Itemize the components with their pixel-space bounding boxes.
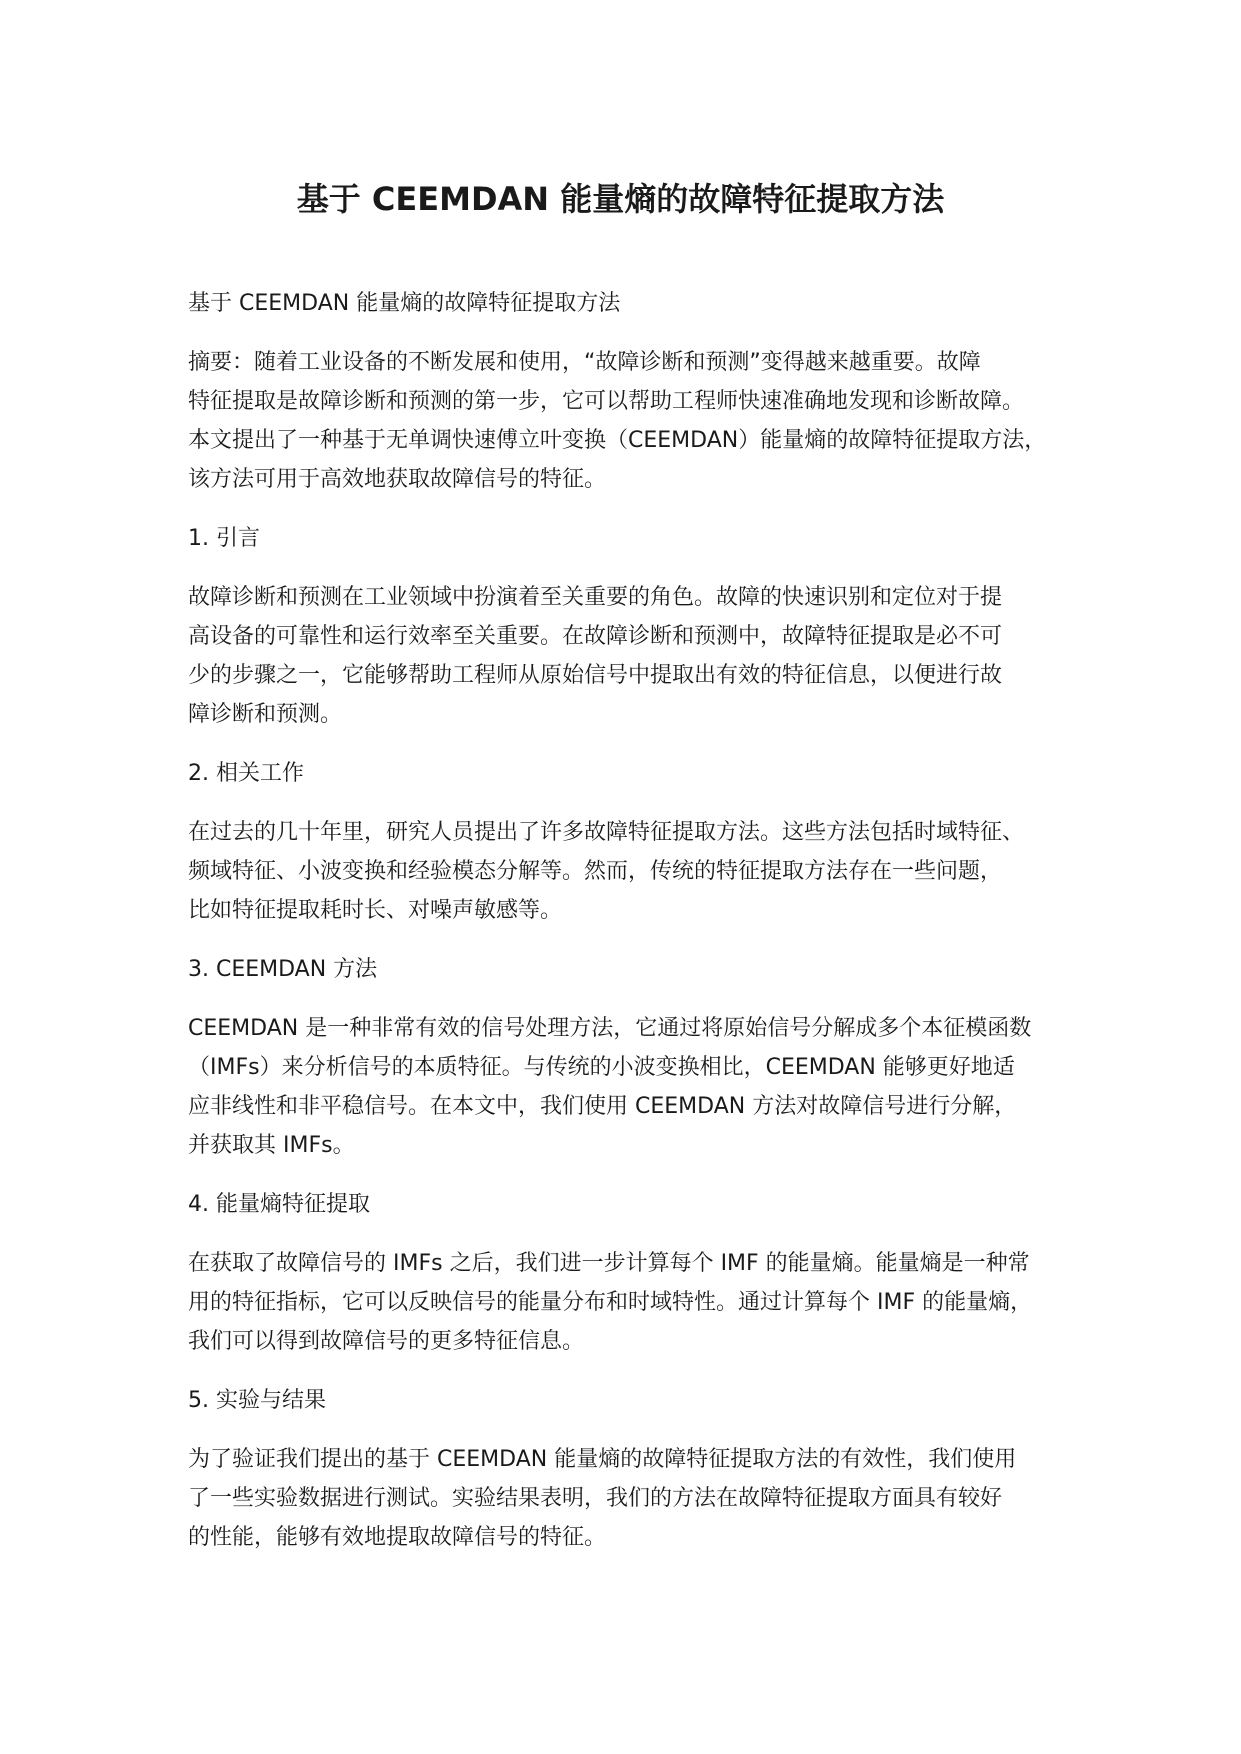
section-heading-ceemdan-method: 3. CEEMDAN 方法 [188, 957, 378, 982]
abstract-line: 该方法可用于高效地获取故障信号的特征。 [188, 467, 607, 492]
paragraph-line: 为了验证我们提出的基于 CEEMDAN 能量熵的故障特征提取方法的有效性，我们使用 [188, 1447, 1017, 1472]
paragraph-line: 频域特征、小波变换和经验模态分解等。然而，传统的特征提取方法存在一些问题， [188, 859, 1003, 884]
paragraph-line: 了一些实验数据进行测试。实验结果表明，我们的方法在故障特征提取方面具有较好 [188, 1486, 1003, 1511]
paragraph-line: 应非线性和非平稳信号。在本文中，我们使用 CEEMDAN 方法对故障信号进行分解， [188, 1094, 1017, 1119]
section-heading-experiments: 5. 实验与结果 [188, 1388, 326, 1413]
paragraph-line: 的性能，能够有效地提取故障信号的特征。 [188, 1525, 607, 1550]
section-paragraph-experiments [188, 1440, 1068, 1557]
paragraph-line: 比如特征提取耗时长、对噪声敏感等。 [188, 898, 563, 923]
abstract-line: 摘要：随着工业设备的不断发展和使用，“故障诊断和预测”变得越来越重要。故障 [188, 350, 981, 375]
section-paragraph-ceemdan-method [188, 1009, 1068, 1165]
abstract-paragraph [188, 343, 1068, 499]
paragraph-line: 我们可以得到故障信号的更多特征信息。 [188, 1329, 585, 1354]
subtitle-line: 基于 CEEMDAN 能量熵的故障特征提取方法 [188, 291, 621, 316]
paragraph-line: 并获取其 IMFs。 [188, 1133, 355, 1158]
section-heading-energy-entropy: 4. 能量熵特征提取 [188, 1192, 370, 1217]
section-paragraph-energy-entropy [188, 1244, 1068, 1361]
section-heading-related-work: 2. 相关工作 [188, 761, 304, 786]
paragraph-line: 高设备的可靠性和运行效率至关重要。在故障诊断和预测中，故障特征提取是必不可 [188, 624, 1003, 649]
abstract-line: 本文提出了一种基于无单调快速傅立叶变换（CEEMDAN）能量熵的故障特征提取方法， [188, 428, 1047, 453]
paragraph-line: 故障诊断和预测在工业领域中扮演着至关重要的角色。故障的快速识别和定位对于提 [188, 585, 1003, 610]
section-heading-introduction: 1. 引言 [188, 526, 260, 551]
paragraph-line: 少的步骤之一，它能够帮助工程师从原始信号中提取出有效的特征信息，以便进行故 [188, 663, 1003, 688]
paragraph-line: 障诊断和预测。 [188, 702, 343, 727]
paragraph-line: 用的特征指标，它可以反映信号的能量分布和时域特性。通过计算每个 IMF 的能量熵， [188, 1290, 1033, 1315]
paragraph-line: （IMFs）来分析信号的本质特征。与传统的小波变换相比，CEEMDAN 能够更好地适 [188, 1055, 1015, 1080]
paragraph-line: 在过去的几十年里，研究人员提出了许多故障特征提取方法。这些方法包括时域特征、 [188, 820, 1025, 845]
paragraph-line: 在获取了故障信号的 IMFs 之后，我们进一步计算每个 IMF 的能量熵。能量熵是一种常 [188, 1251, 1030, 1276]
abstract-line: 特征提取是故障诊断和预测的第一步，它可以帮助工程师快速准确地发现和诊断故障。 [188, 389, 1025, 414]
document-subtitle [188, 284, 1068, 323]
section-paragraph-introduction [188, 578, 1068, 734]
document-title: 基于 CEEMDAN 能量熵的故障特征提取方法 [296, 180, 945, 218]
section-paragraph-related-work [188, 813, 1068, 930]
paragraph-line: CEEMDAN 是一种非常有效的信号处理方法，它通过将原始信号分解成多个本征模函数 [188, 1016, 1032, 1041]
